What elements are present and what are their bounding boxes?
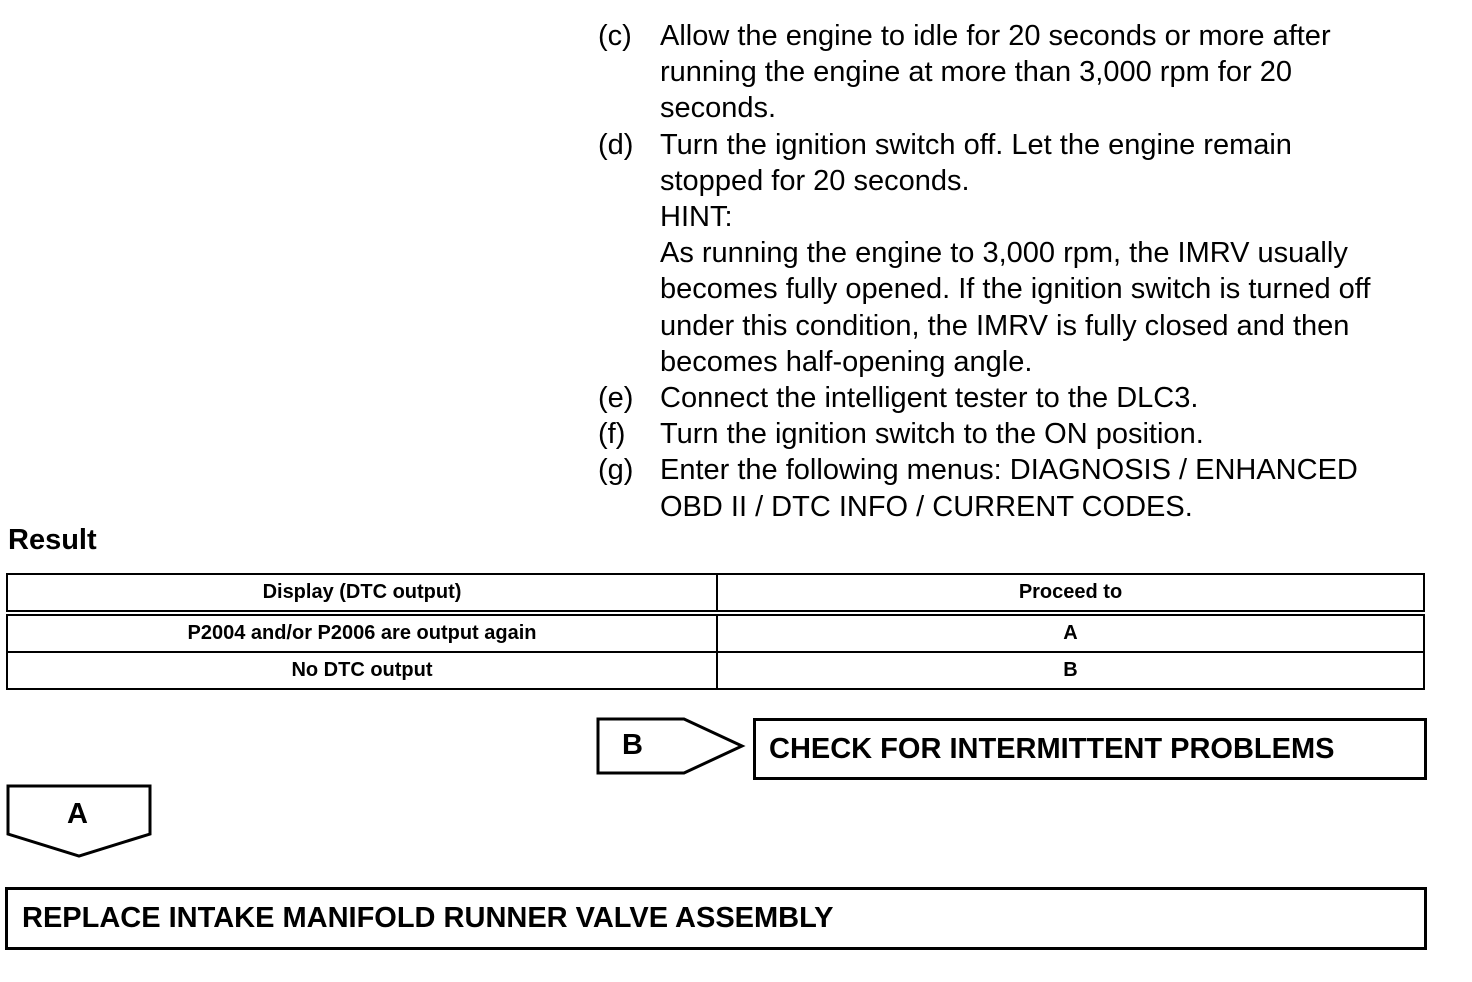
step-label: (e) — [598, 382, 634, 415]
table-cell: A — [717, 613, 1424, 652]
table-cell: P2004 and/or P2006 are output again — [7, 613, 717, 652]
branch-a-label: A — [67, 798, 88, 830]
step-f — [598, 416, 1428, 452]
hint-label: HINT: — [660, 201, 733, 234]
table-row — [7, 613, 1424, 652]
table-header-row — [7, 574, 1424, 613]
step-c — [598, 18, 1428, 127]
table-cell: No DTC output — [7, 652, 717, 689]
step-text: stopped for 20 seconds. — [660, 164, 970, 197]
column-header: Display (DTC output) — [7, 574, 717, 613]
procedure-steps — [598, 18, 1428, 525]
step-text: Turn the ignition switch off. Let the engine remain — [660, 128, 1292, 161]
table-row — [7, 652, 1424, 689]
step-e — [598, 380, 1428, 416]
branch-a-tag — [6, 784, 154, 858]
step-label: (g) — [598, 454, 634, 487]
branch-b-tag — [596, 717, 746, 777]
result-heading: Result — [8, 524, 97, 556]
hint-text: becomes half-opening angle. — [660, 345, 1033, 378]
branch-b-label: B — [622, 729, 643, 761]
step-text: Enter the following menus: DIAGNOSIS / ENHANCED — [660, 454, 1358, 487]
column-header: Proceed to — [717, 574, 1424, 613]
check-intermittent-box: CHECK FOR INTERMITTENT PROBLEMS — [753, 718, 1427, 780]
step-text: seconds. — [660, 92, 777, 125]
table-cell: B — [717, 652, 1424, 689]
step-d — [598, 127, 1428, 380]
step-text: running the engine at more than 3,000 rpm for 20 — [660, 56, 1292, 89]
step-g — [598, 452, 1428, 524]
step-text: Allow the engine to idle for 20 seconds or more after — [660, 20, 1331, 52]
step-text: Turn the ignition switch to the ON position. — [660, 418, 1204, 451]
hint-text: As running the engine to 3,000 rpm, the IMRV usually — [660, 237, 1348, 270]
step-label: (d) — [598, 128, 634, 161]
step-label: (f) — [598, 418, 626, 451]
replace-valve-box: REPLACE INTAKE MANIFOLD RUNNER VALVE ASSEMBLY — [5, 887, 1427, 950]
step-text: Connect the intelligent tester to the DLC3. — [660, 382, 1199, 415]
result-table — [6, 573, 1425, 690]
right-arrow-tag-icon — [596, 717, 746, 777]
hint-text: under this condition, the IMRV is fully closed and then — [660, 309, 1350, 342]
hint-text: becomes fully opened. If the ignition switch is turned off — [660, 273, 1371, 306]
step-label: (c) — [598, 20, 632, 52]
step-text: OBD II / DTC INFO / CURRENT CODES. — [660, 490, 1193, 523]
